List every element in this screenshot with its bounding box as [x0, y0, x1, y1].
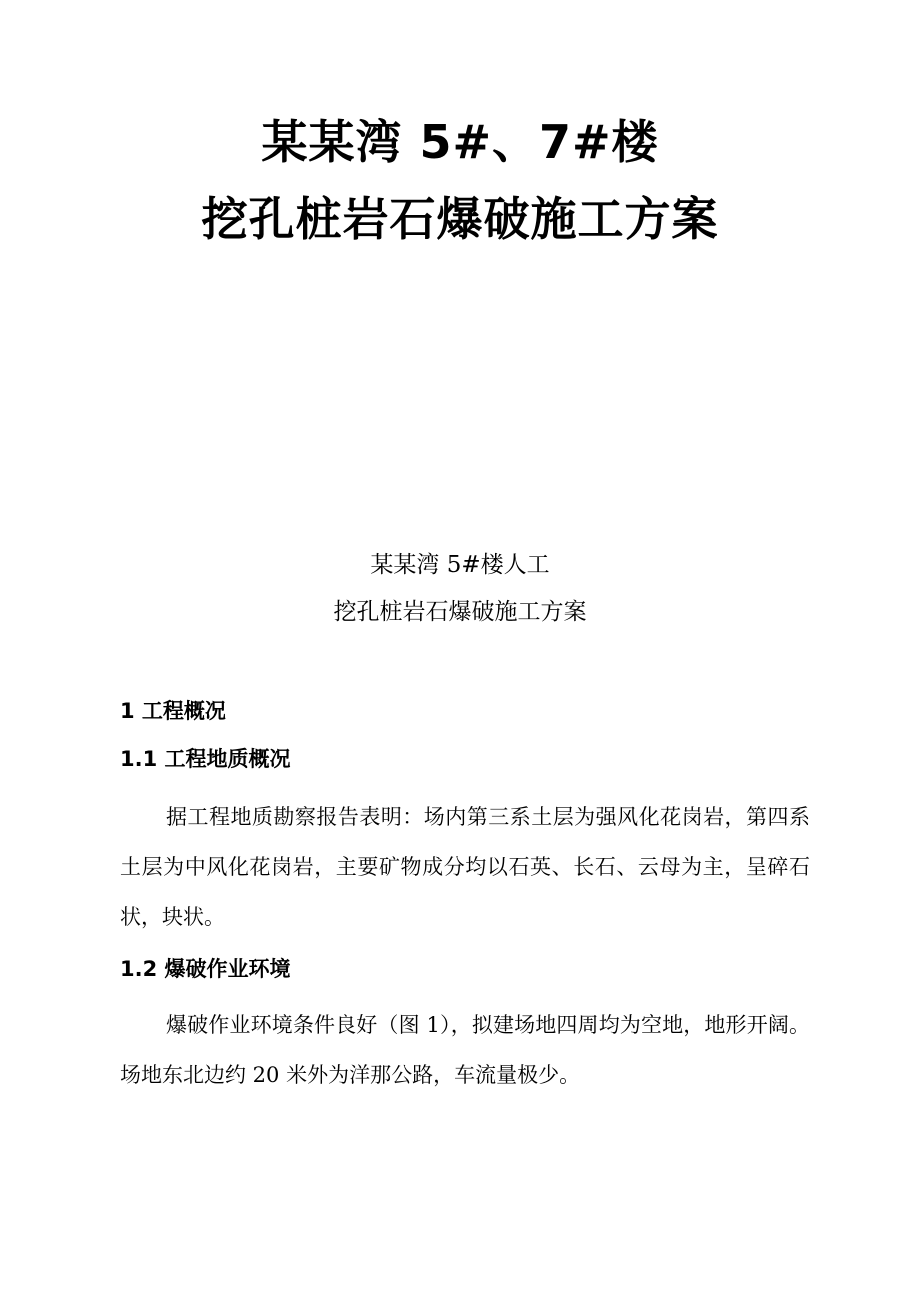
- main-title-line-2: 挖孔桩岩石爆破施工方案: [201, 192, 719, 246]
- section-1-heading: 1 工程概况: [120, 699, 226, 723]
- sub-title-line-2: 挖孔桩岩石爆破施工方案: [333, 599, 587, 625]
- section-1-1-paragraph: 据工程地质勘察报告表明：场内第三系土层为强风化花岗岩，第四系土层为中风化花岗岩，主要矿物成分均以石英、长石、云母为主，呈碎石状，块状。: [120, 805, 810, 929]
- sub-title-line-1: 某某湾 5#楼人工: [370, 552, 550, 578]
- section-1-2-paragraph: 爆破作业环境条件良好（图 1），拟建场地四周均为空地，地形开阔。场地东北边约 20 米外为洋那公路，车流量极少。: [120, 1013, 810, 1087]
- main-title-line-1: 某某湾 5#、7#楼: [261, 115, 659, 169]
- section-1-2-heading: 1.2 爆破作业环境: [120, 957, 291, 981]
- section-1-1-heading: 1.1 工程地质概况: [120, 747, 291, 771]
